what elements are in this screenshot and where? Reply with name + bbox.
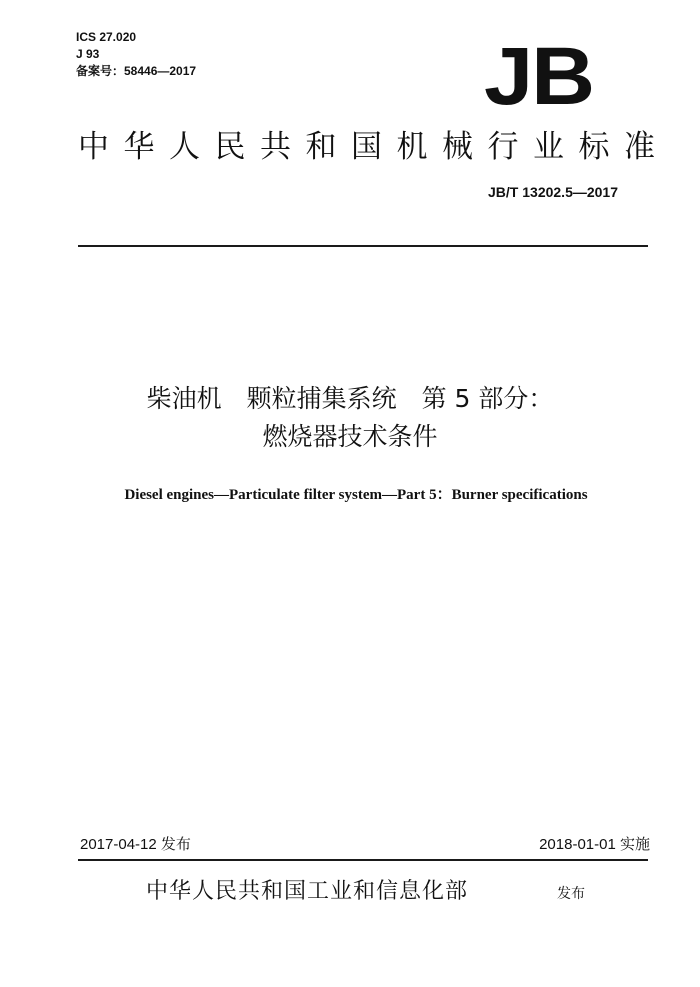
jb-logo: JB [484,31,593,122]
title-en: Diesel engines—Particulate filter system—Part 5：Burner specifications [124,487,588,503]
standard-type-heading: 中华人民共和国机械行业标准 [78,129,670,165]
record-number: 备案号：58446—2017 [76,64,197,78]
issuing-action: 发布 [557,886,585,902]
title-cn-line-2: 燃烧器技术条件 [262,422,438,451]
bottom-divider [78,859,648,861]
issuing-authority: 中华人民共和国工业和信息化部 [146,879,469,904]
issue-date: 2017-04-12 发布 [80,836,191,853]
implementation-date: 2018-01-01 实施 [539,836,650,853]
ics-code: ICS 27.020 [76,30,137,44]
classification-code: J 93 [76,47,100,61]
standard-number: JB/T 13202.5—2017 [488,184,618,200]
top-divider [78,245,648,247]
title-cn-line-1: 柴油机 颗粒捕集系统 第 5 部分： [146,384,554,413]
